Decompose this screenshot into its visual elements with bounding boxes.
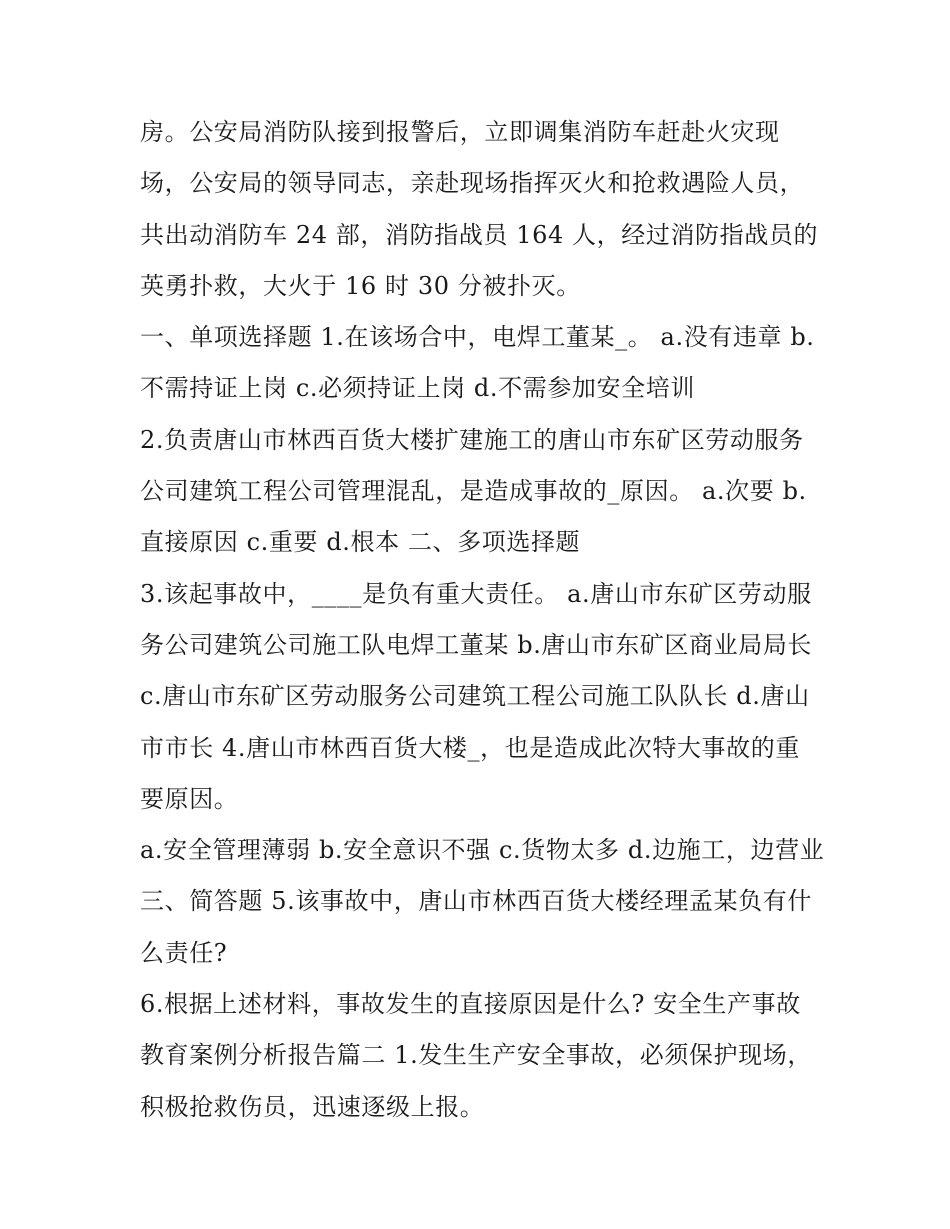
text-line: 要原因。 — [140, 784, 239, 813]
text-line: 直接原因 c.重要 d.根本 二、多项选择题 — [140, 528, 581, 557]
text-line: a.安全管理薄弱 b.安全意识不强 c.货物太多 d.边施工，边营业 — [140, 836, 825, 865]
text-line: 公司建筑工程公司管理混乱，是造成事故的_原因。 a.次要 b. — [140, 477, 807, 506]
text-line: 不需持证上岗 c.必须持证上岗 d.不需参加安全培训 — [140, 374, 695, 403]
text-line: 教育案例分析报告篇二 1.发生生产安全事故，必须保护现场， — [140, 1041, 812, 1070]
text-line: 市市长 4.唐山市林西百货大楼_，也是造成此次特大事故的重 — [140, 733, 800, 762]
text-line: 共出动消防车 24 部，消防指战员 164 人，经过消防指战员的 — [140, 220, 819, 249]
text-line: 积极抢救伤员，迅速逐级上报。 — [140, 1092, 485, 1121]
text-line: c.唐山市东矿区劳动服务公司建筑工程公司施工队队长 d.唐山 — [140, 682, 810, 711]
text-line: 6.根据上述材料，事故发生的直接原因是什么? 安全生产事故 — [140, 990, 801, 1019]
text-line: 房。公安局消防队接到报警后，立即调集消防车赶赴火灾现 — [140, 118, 780, 146]
text-line: 2.负责唐山市林西百货大楼扩建施工的唐山市东矿区劳动服务 — [140, 425, 804, 454]
text-line: 英勇扑救，大火于 16 时 30 分被扑灭。 — [140, 271, 581, 300]
text-line: 务公司建筑公司施工队电焊工董某 b.唐山市东矿区商业局局长 — [140, 630, 813, 659]
text-line: 3.该起事故中，____是负有重大责任。 a.唐山市东矿区劳动服 — [140, 579, 812, 608]
text-line: 三、简答题 5.该事故中，唐山市林西百货大楼经理孟某负有什 — [140, 887, 812, 916]
text-line: 场，公安局的领导同志，亲赴现场指挥灭火和抢救遇险人员， — [140, 169, 805, 198]
document-body — [140, 107, 830, 1133]
text-line: 么责任? — [140, 938, 228, 967]
text-line: 一、单项选择题 1.在该场合中，电焊工董某_。 a.没有违章 b. — [140, 323, 815, 352]
